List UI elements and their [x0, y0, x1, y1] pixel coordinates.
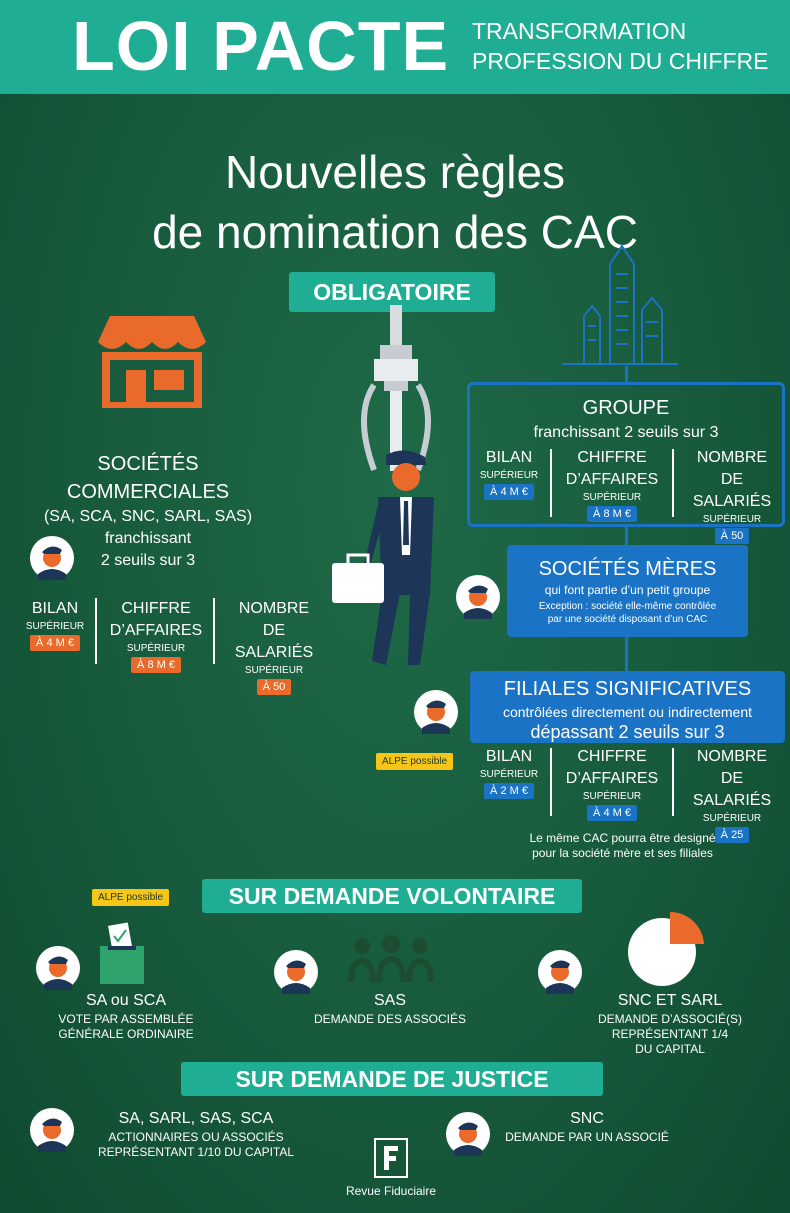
businessman-avatar-icon — [456, 575, 500, 619]
main-title: Nouvelles règles de nomination des CAC — [152, 146, 638, 258]
businessman-avatar-icon — [30, 536, 74, 580]
businessman-avatar-icon — [414, 690, 458, 734]
shop-icon — [96, 312, 208, 408]
businessman-avatar-icon — [274, 950, 318, 994]
justice-label: SUR DEMANDE DE JUSTICE — [181, 1062, 603, 1096]
divider — [550, 748, 552, 816]
filiales-box: FILIALES SIGNIFICATIVES contrôlées directement ou indirectement dépassant 2 seuils sur 3 — [470, 671, 785, 743]
societes-threshold-ca: CHIFFRE D’AFFAIRES SUPÉRIEUR À 8 M € — [109, 600, 203, 671]
group-people-icon — [346, 934, 436, 986]
filiales-threshold-bilan: BILAN SUPÉRIEUR À 2 M € — [479, 748, 539, 797]
societes-commerciales-block: SOCIÉTÉS COMMERCIALES (SA, SCA, SNC, SARL, SAS) franchissant 2 seuils sur 3 — [43, 453, 253, 569]
volontaire-item-sas: SAS DEMANDE DES ASSOCIÉS — [313, 992, 467, 1026]
buildings-icon — [560, 244, 680, 366]
filiales-threshold-ca: CHIFFRE D’AFFAIRES SUPÉRIEUR À 4 M € — [565, 748, 659, 819]
filiales-note: Le même CAC pourra être designé pour la société mère et ses filiales — [529, 831, 716, 860]
divider — [95, 598, 97, 664]
justice-item-snc: SNC DEMANDE PAR UN ASSOCIÉ — [505, 1110, 669, 1144]
divider — [550, 449, 552, 517]
divider — [213, 598, 215, 664]
revue-fiduciaire-logo-icon — [374, 1138, 408, 1178]
divider — [672, 748, 674, 816]
connector — [625, 527, 628, 546]
filiales-threshold-salaries: NOMBRE DE SALARIÉS SUPÉRIEUR À 25 — [692, 748, 772, 841]
businessman-avatar-icon — [30, 1108, 74, 1152]
header-subtitle: TRANSFORMATION PROFESSION DU CHIFFRE — [472, 18, 769, 74]
societes-threshold-salaries: NOMBRE DE SALARIÉS SUPÉRIEUR À 50 — [234, 600, 314, 693]
connector — [625, 366, 628, 383]
groupe-header: GROUPE franchissant 2 seuils sur 3 — [533, 397, 719, 441]
groupe-threshold-salaries: NOMBRE DE SALARIÉS SUPÉRIEUR À 50 — [692, 449, 772, 542]
alpe-badge: ALPE possible — [92, 889, 169, 906]
societes-meres-box: SOCIÉTÉS MÈRES qui font partie d’un petit groupe Exception : société elle-même contrôlée par une société disposant d’un CAC — [507, 545, 748, 637]
businessman-avatar-icon — [538, 950, 582, 994]
pie-quarter-icon — [626, 910, 710, 990]
businessman-avatar-icon — [36, 946, 80, 990]
ballot-box-icon — [100, 920, 144, 986]
divider — [672, 449, 674, 517]
justice-item-societes: SA, SARL, SAS, SCA ACTIONNAIRES OU ASSOCIÉS REPRÉSENTANT 1/10 DU CAPITAL — [97, 1110, 295, 1159]
header-title: LOI PACTE — [72, 7, 450, 85]
volontaire-item-snc: SNC ET SARL DEMANDE D’ASSOCIÉ(S) REPRÉSENTANT 1/4 DU CAPITAL — [597, 992, 743, 1056]
footer-brand: Revue Fiduciaire — [345, 1184, 437, 1198]
groupe-threshold-ca: CHIFFRE D’AFFAIRES SUPÉRIEUR À 8 M € — [565, 449, 659, 520]
volontaire-label: SUR DEMANDE VOLONTAIRE — [202, 879, 582, 913]
groupe-threshold-bilan: BILAN SUPÉRIEUR À 4 M € — [479, 449, 539, 498]
claw-businessman-illustration — [330, 305, 460, 670]
connector — [625, 637, 628, 672]
alpe-badge: ALPE possible — [376, 753, 453, 770]
societes-threshold-bilan: BILAN SUPÉRIEUR À 4 M € — [25, 600, 85, 649]
obligatoire-label: OBLIGATOIRE — [289, 272, 495, 312]
volontaire-item-sa: SA ou SCA VOTE PAR ASSEMBLÉE GÉNÉRALE ORDINAIRE — [58, 992, 194, 1041]
businessman-avatar-icon — [446, 1112, 490, 1156]
